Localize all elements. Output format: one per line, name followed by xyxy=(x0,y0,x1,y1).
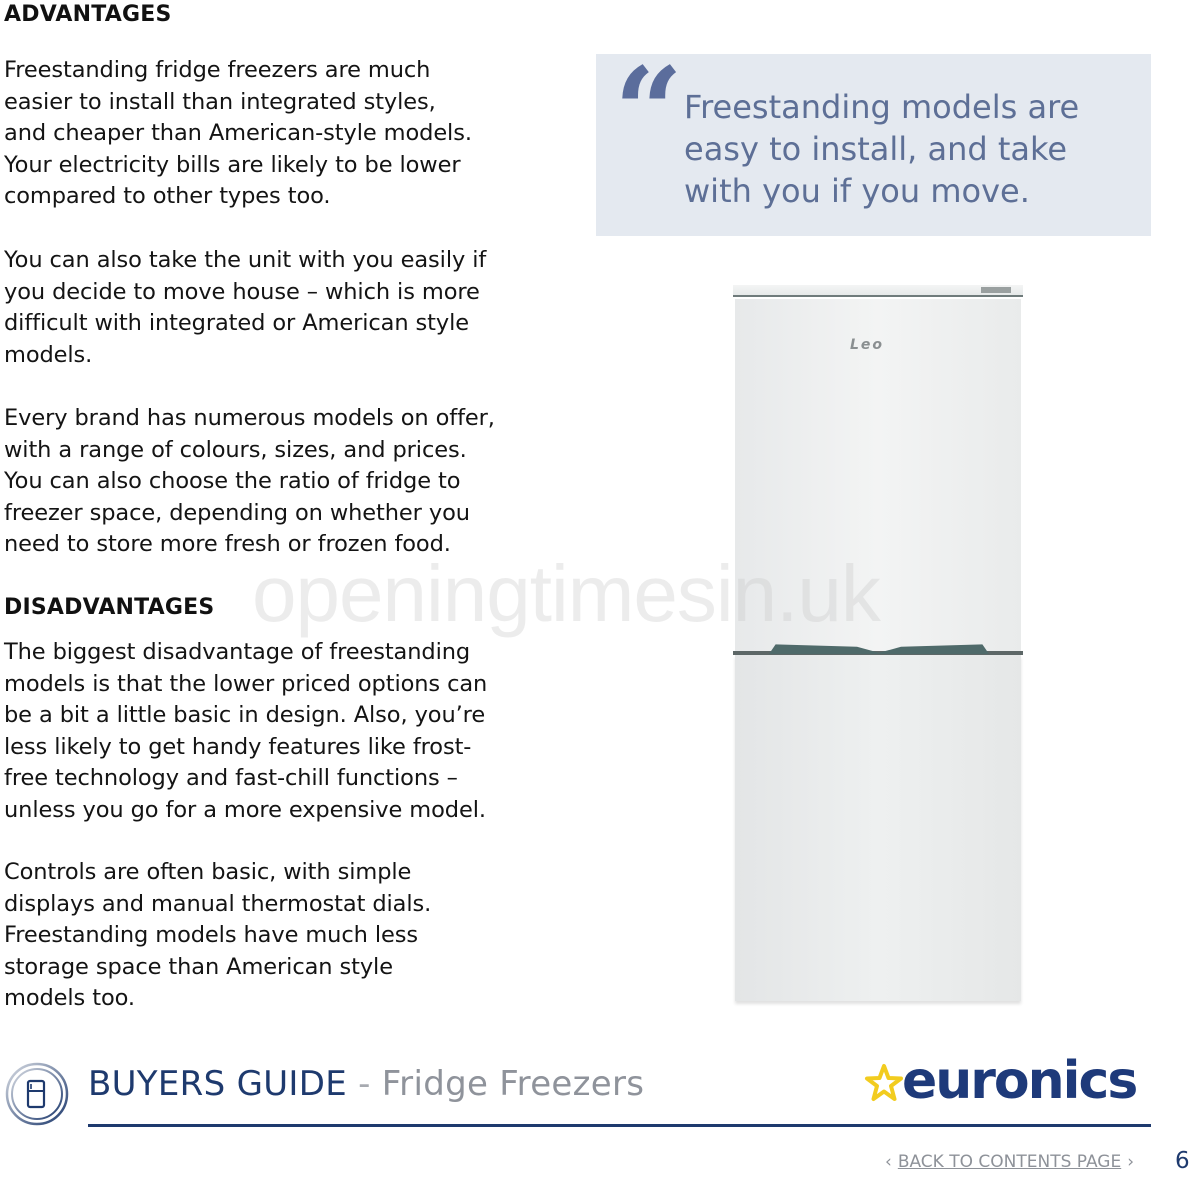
text-line: Every brand has numerous models on offer, xyxy=(4,405,495,431)
text-line: freezer space, depending on whether you xyxy=(4,499,470,526)
disadvantages-heading: DISADVANTAGES xyxy=(4,595,215,620)
text-line: less likely to get handy features like frost- xyxy=(4,733,472,760)
footer-divider xyxy=(88,1124,1151,1127)
advantages-paragraph-3 xyxy=(4,403,495,561)
fridge-top-strip xyxy=(733,285,1023,297)
freezer-lower-door xyxy=(735,655,1021,1001)
euronics-logo xyxy=(864,1052,1136,1110)
text-line: models. xyxy=(4,341,93,368)
page-number: 6 xyxy=(1175,1148,1190,1174)
text-line: you decide to move house – which is more xyxy=(4,278,480,305)
text-line: storage space than American style xyxy=(4,953,393,980)
euronics-wordmark: euronics xyxy=(902,1051,1137,1111)
back-to-contents-link[interactable]: BACK TO CONTENTS PAGE xyxy=(897,1152,1122,1172)
text-line: be a bit a little basic in design. Also, you’re xyxy=(4,702,486,729)
fridge-upper-door xyxy=(735,299,1021,652)
advantages-heading: ADVANTAGES xyxy=(4,2,172,27)
text-line: need to store more fresh or frozen food. xyxy=(4,531,451,558)
footer-title-sub: Fridge Freezers xyxy=(381,1064,645,1104)
text-line: Freestanding models have much less xyxy=(4,922,418,949)
text-line: free technology and fast-chill functions – xyxy=(4,765,458,792)
quote-line: Freestanding models are xyxy=(684,88,1080,126)
text-line: difficult with integrated or American style xyxy=(4,310,470,337)
quote-line: with you if you move. xyxy=(684,172,1030,210)
quote-line: easy to install, and take xyxy=(684,130,1068,168)
footer-title-separator: - xyxy=(347,1064,382,1104)
text-line: easier to install than integrated styles, xyxy=(4,88,436,115)
text-line: models is that the lower priced options can xyxy=(4,670,488,697)
fridge-brand-label: Leo xyxy=(850,337,885,353)
text-line: Freestanding fridge freezers are much xyxy=(4,57,431,83)
text-line: models too. xyxy=(4,985,135,1012)
footer-title xyxy=(88,1064,644,1104)
text-line: You can also choose the ratio of fridge to xyxy=(4,468,461,495)
disadvantages-paragraph-2 xyxy=(4,857,431,1015)
footer-title-main: BUYERS GUIDE xyxy=(88,1064,347,1104)
watermark: openingtimesin.uk xyxy=(252,549,880,638)
text-line: displays and manual thermostat dials. xyxy=(4,890,432,917)
text-line: and cheaper than American-style models. xyxy=(4,120,472,147)
fridge-circle-icon xyxy=(4,1060,70,1128)
back-to-contents-nav[interactable] xyxy=(885,1152,1134,1172)
chevron-left-icon[interactable]: ‹ xyxy=(885,1152,892,1172)
advantages-paragraph-2 xyxy=(4,245,486,371)
fridge-control-display xyxy=(981,287,1011,293)
fridge-freezer-image xyxy=(733,285,1023,1001)
pull-quote-text xyxy=(684,86,1079,212)
quote-mark-icon: “ xyxy=(614,41,684,182)
text-line: You can also take the unit with you easily if xyxy=(4,247,487,273)
star-icon xyxy=(864,1063,904,1103)
disadvantages-paragraph-1 xyxy=(4,637,487,827)
text-line: Your electricity bills are likely to be lower xyxy=(4,151,461,178)
text-line: with a range of colours, sizes, and prices. xyxy=(4,436,467,463)
advantages-paragraph-1 xyxy=(4,55,472,213)
text-line: unless you go for a more expensive model. xyxy=(4,796,486,823)
text-line: The biggest disadvantage of freestanding xyxy=(4,639,471,665)
chevron-right-icon[interactable]: › xyxy=(1127,1152,1135,1172)
text-line: Controls are often basic, with simple xyxy=(4,859,412,885)
text-line: compared to other types too. xyxy=(4,183,331,210)
